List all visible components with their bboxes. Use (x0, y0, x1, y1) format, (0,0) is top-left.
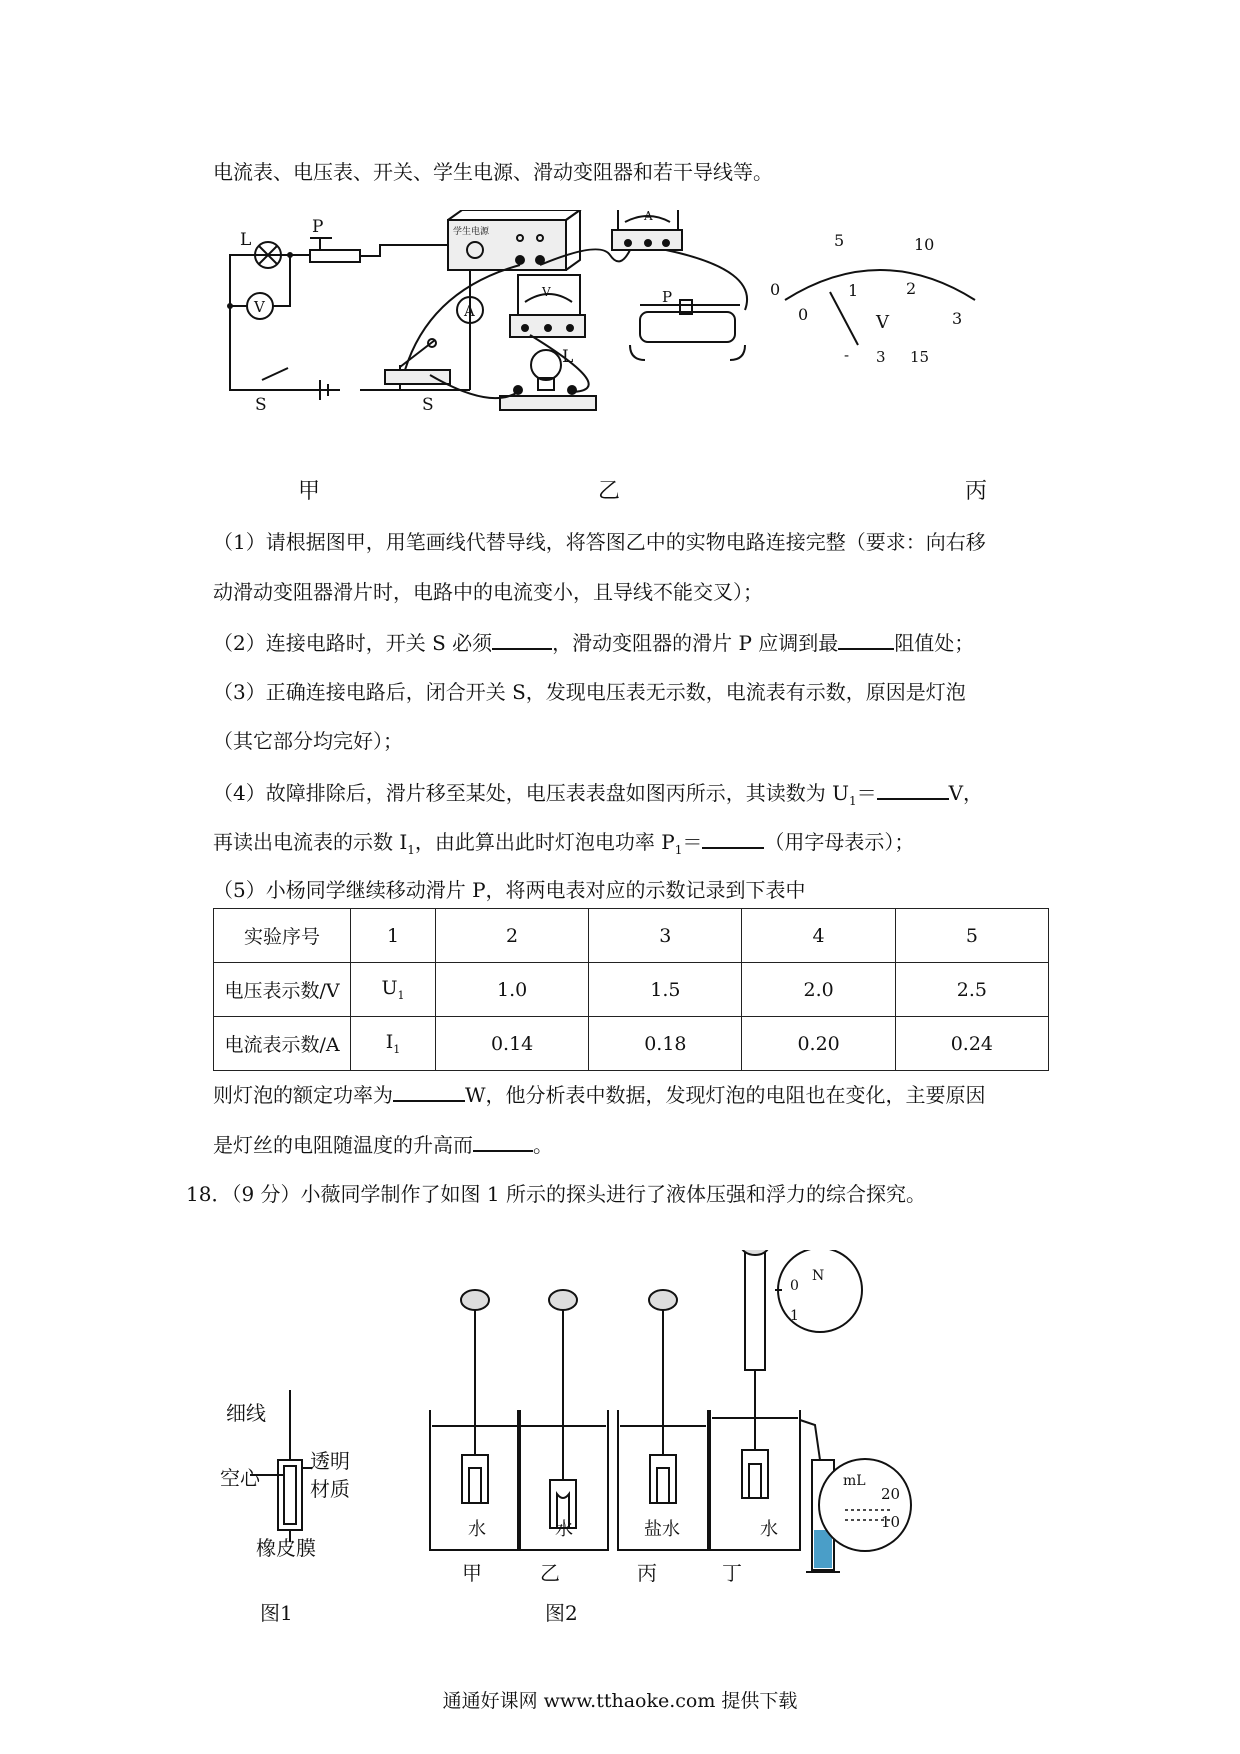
physical-voltmeter-V: V (542, 285, 551, 299)
physical-rheostat-P: P (662, 288, 673, 306)
q5-line: （5）小杨同学继续移动滑片 P，将两电表对应的示数记录到下表中 (213, 878, 806, 902)
cylinder-zoom (815, 1455, 915, 1555)
q4-blank-power[interactable] (702, 827, 764, 849)
beaker-label-jia: 甲 (462, 1561, 482, 1585)
table-cell: 5 (895, 909, 1048, 963)
table-cell: 0.18 (589, 1017, 742, 1071)
dial-top-5: 5 (834, 231, 845, 250)
table-cell-u1 (351, 963, 436, 1017)
q4-part-b: ＝ (856, 781, 877, 805)
table-cell-i1 (351, 1017, 436, 1071)
physical-switch-S: S (422, 395, 434, 415)
table-cell: 1.5 (589, 963, 742, 1017)
table-cell: 1 (351, 909, 436, 963)
spring-1: 1 (790, 1308, 799, 1324)
after-table-line2 (213, 1130, 553, 1159)
beaker-bing-saltwater: 盐水 (644, 1519, 680, 1540)
dial-top-0: 0 (770, 280, 781, 299)
dial-unit-V: V (876, 312, 889, 333)
dial-bottom-2: 2 (906, 279, 917, 298)
table-cell: 2 (435, 909, 588, 963)
q4-line2-a: 再读出电流表的示数 I (213, 830, 408, 854)
circuit-label-L: L (240, 230, 252, 250)
table-cell: 1.0 (435, 963, 588, 1017)
table-cell: 2.5 (895, 963, 1048, 1017)
cylinder-ml: mL (843, 1473, 866, 1489)
q3-line1: （3）正确连接电路后，闭合开关 S，发现电压表无示数，电流表有示数，原因是灯泡 (213, 680, 966, 704)
dial-bottom-0: 0 (798, 305, 809, 324)
q2-part-b: ，滑动变阻器的滑片 P 应调到最 (552, 631, 839, 655)
circuit-figure (200, 210, 1100, 460)
beaker-jia-water: 水 (468, 1519, 486, 1540)
q2-blank-2[interactable] (838, 628, 894, 650)
i-sub: 1 (393, 1042, 401, 1056)
physical-circuit-yi (385, 210, 747, 410)
circuit-label-S: S (255, 395, 267, 415)
q2-line (213, 628, 974, 657)
cylinder-10: 10 (881, 1513, 901, 1531)
blank-rated-power[interactable] (393, 1080, 465, 1102)
footer-text: 通通好课网 www.tthaoke.com 提供下载 (442, 1690, 798, 1712)
q4-blank-voltage[interactable] (877, 778, 949, 800)
fig-label-jia: 甲 (298, 479, 321, 504)
q18-line: 18．（9 分）小薇同学制作了如图 1 所示的探头进行了液体压强和浮力的综合探究。 (186, 1182, 926, 1206)
q4-line2-d: （用字母表示）； (764, 830, 915, 854)
q4-sub: 1 (848, 794, 857, 808)
q1-line1: （1）请根据图甲，用笔画线代替导线，将答图乙中的实物电路连接完整（要求：向右移 (213, 530, 986, 554)
q1-line2: 动滑动变阻器滑片时，电路中的电流变小，且导线不能交叉）； (213, 580, 763, 604)
fig2-label: 图2 (545, 1601, 578, 1625)
label-caizhi: 材质 (310, 1477, 350, 1501)
dial-bottom-1: 1 (848, 281, 859, 300)
table-row-current (214, 1017, 1049, 1071)
dial-terminal-minus: - (844, 346, 850, 364)
q4-part-c: V， (948, 781, 984, 805)
circuit-label-V: V (254, 298, 265, 316)
spring-0: 0 (790, 1278, 799, 1294)
after-table-line1 (213, 1080, 986, 1109)
table-cell: 3 (589, 909, 742, 963)
voltmeter-dial-bing (785, 270, 975, 345)
table-cell: 实验序号 (214, 909, 351, 963)
label-xiangpimo: 橡皮膜 (256, 1536, 316, 1560)
after-b: W，他分析表中数据，发现灯泡的电阻也在变化，主要原因 (465, 1083, 986, 1107)
beaker-label-bing: 丙 (637, 1561, 657, 1585)
i-symbol: I (385, 1031, 394, 1054)
table-cell: 0.14 (435, 1017, 588, 1071)
q2-part-a: （2）连接电路时，开关 S 必须 (213, 631, 493, 655)
u-symbol: U (381, 977, 398, 1000)
table-cell: 2.0 (742, 963, 895, 1017)
dial-terminal-15: 15 (910, 348, 930, 366)
probe-figure (200, 1250, 880, 1670)
beaker-ding-water: 水 (760, 1519, 778, 1540)
circuit-label-P: P (312, 217, 324, 237)
q4-part-a: （4）故障排除后，滑片移至某处，电压表表盘如图丙所示，其读数为 U (213, 781, 849, 805)
q2-part-c: 阻值处； (894, 631, 975, 655)
table-cell: 0.24 (895, 1017, 1048, 1071)
after2-a: 是灯丝的电阻随温度的升高而 (213, 1133, 473, 1157)
label-kongxin: 空心 (220, 1466, 260, 1490)
fig-label-yi: 乙 (598, 479, 621, 504)
table-cell: 电流表示数/A (214, 1017, 351, 1071)
dial-bottom-3: 3 (952, 309, 963, 328)
q2-blank-1[interactable] (492, 628, 552, 650)
q4-line2-c: ＝ (682, 830, 703, 854)
after-a: 则灯泡的额定功率为 (213, 1083, 393, 1107)
circuit-label-A: A (464, 302, 475, 320)
data-table (213, 908, 1049, 1071)
table-row-header (214, 909, 1049, 963)
q4-line2-sub: 1 (407, 843, 415, 857)
label-xianxian: 细线 (226, 1401, 266, 1425)
q3-line2: （其它部分均完好）； (213, 729, 403, 753)
table-cell: 4 (742, 909, 895, 963)
beaker-yi-water: 水 (555, 1519, 573, 1540)
q4-line2-b: ，由此算出此时灯泡电功率 P (414, 830, 675, 854)
beaker-label-yi: 乙 (540, 1561, 560, 1585)
hand-clips (461, 1250, 769, 1310)
after2-b: 。 (533, 1133, 553, 1157)
intro-text: 电流表、电压表、开关、学生电源、滑动变阻器和若干导线等。 (213, 160, 773, 184)
q4-line1 (213, 778, 983, 815)
spring-N: N (812, 1268, 825, 1284)
beaker-label-ding: 丁 (722, 1561, 742, 1585)
u-sub: 1 (397, 988, 405, 1002)
table-row-voltage (214, 963, 1049, 1017)
physical-bulb-L: L (562, 347, 574, 367)
physical-ammeter-A: A (644, 210, 653, 223)
power-supply-label: 学生电源 (453, 227, 490, 237)
q4-line2 (213, 827, 914, 864)
cylinder-20: 20 (881, 1485, 901, 1503)
fig-label-bing: 丙 (965, 479, 988, 504)
label-touming: 透明 (310, 1449, 350, 1473)
fig1-label: 图1 (260, 1601, 293, 1625)
blank-resistance-trend[interactable] (473, 1130, 533, 1152)
table-cell: 电压表示数/V (214, 963, 351, 1017)
dial-top-10: 10 (914, 235, 935, 254)
table-cell: 0.20 (742, 1017, 895, 1071)
q4-line2-sub2: 1 (674, 843, 683, 857)
dial-terminal-3: 3 (876, 348, 886, 366)
